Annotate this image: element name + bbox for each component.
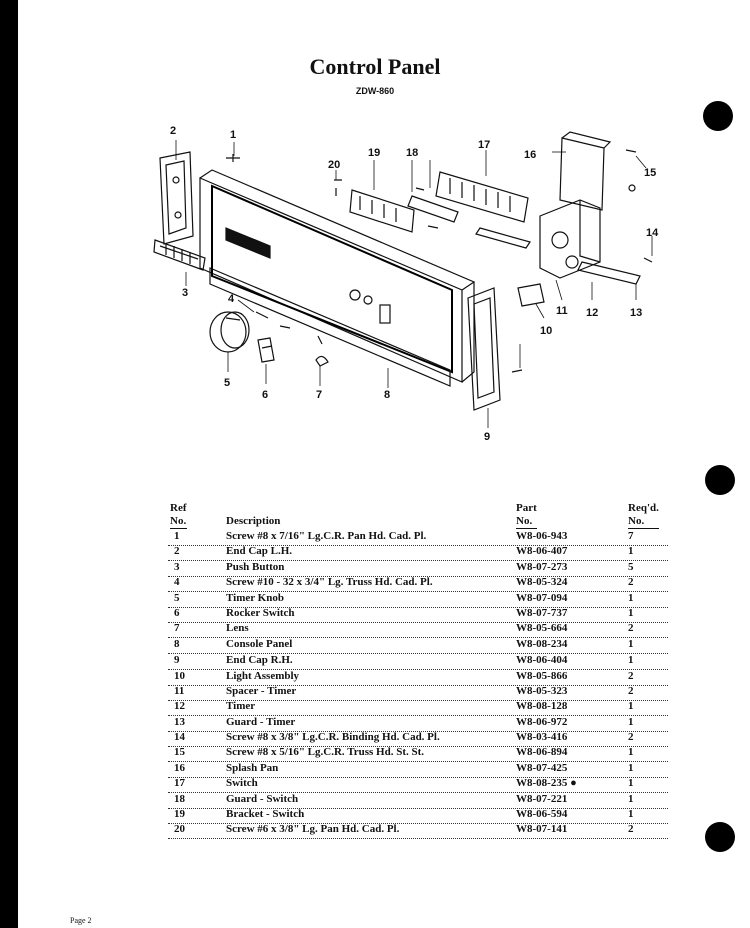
table-row: 13 Guard - Timer W8-06-972 1 (168, 716, 668, 732)
header-description: Description (226, 515, 281, 527)
punch-hole-bottom-icon (705, 822, 735, 852)
console-panel-drawing (200, 170, 474, 386)
table-row: 16 Splash Pan W8-07-425 1 (168, 762, 668, 778)
table-row: 15 Screw #8 x 5/16" Lg.C.R. Truss Hd. St. St. W8-06-894 1 (168, 746, 668, 762)
rocker-switch-drawing (258, 338, 274, 362)
table-row: 7 Lens W8-05-664 2 (168, 622, 668, 638)
timer-guard-drawing (578, 262, 640, 284)
table-row: 19 Bracket - Switch W8-06-594 1 (168, 808, 668, 824)
header-ref: Ref No. (170, 502, 187, 527)
callout-7: 7 (316, 389, 323, 401)
end-cap-lh-drawing (160, 152, 193, 244)
table-row: 18 Guard - Switch W8-07-221 1 (168, 793, 668, 809)
callout-9: 9 (484, 431, 491, 443)
table-row: 2 End Cap L.H. W8-06-407 1 (168, 545, 668, 561)
callout-11: 11 (556, 305, 568, 317)
header-part-no: Part No. (516, 502, 537, 527)
callout-1: 1 (230, 129, 237, 141)
table-row: 6 Rocker Switch W8-07-737 1 (168, 607, 668, 623)
punch-hole-middle-icon (705, 465, 735, 495)
table-row: 9 End Cap R.H. W8-06-404 1 (168, 654, 668, 670)
callout-8: 8 (384, 389, 391, 401)
callout-numbers (170, 125, 659, 443)
callout-19: 19 (368, 147, 381, 159)
table-row: 20 Screw #6 x 3/8" Lg. Pan Hd. Cad. Pl. W8-07-141 2 (168, 823, 668, 839)
light-assembly-drawing (518, 284, 544, 306)
callout-16: 16 (524, 149, 537, 161)
callout-18: 18 (406, 147, 419, 159)
table-row: 3 Push Button W8-07-273 5 (168, 561, 668, 577)
table-row: 17 Switch W8-08-235 ● 1 (168, 777, 668, 793)
callout-15: 15 (644, 167, 657, 179)
callout-4: 4 (228, 293, 235, 305)
table-row: 1 Screw #8 x 7/16" Lg.C.R. Pan Hd. Cad. Pl. W8-06-943 7 (168, 530, 668, 546)
callout-10: 10 (540, 325, 553, 337)
callout-5: 5 (224, 377, 231, 389)
table-row: 10 Light Assembly W8-05-866 2 (168, 670, 668, 686)
table-row: 14 Screw #8 x 3/8" Lg.C.R. Binding Hd. Cad. Pl. W8-03-416 2 (168, 731, 668, 747)
splash-pan-drawing (560, 132, 610, 210)
table-row: 12 Timer W8-08-128 1 (168, 700, 668, 716)
page-footer: Page 2 (70, 916, 92, 925)
table-row: 4 Screw #10 - 32 x 3/4" Lg. Truss Hd. Cad. Pl. W8-05-324 2 (168, 576, 668, 592)
callout-20: 20 (328, 159, 341, 171)
push-button-drawing (154, 240, 205, 270)
screws-drawing (226, 150, 652, 372)
callout-13: 13 (630, 307, 643, 319)
switch-bracket-drawing (350, 190, 414, 232)
callout-17: 17 (478, 139, 491, 151)
lens-drawing (316, 356, 328, 366)
header-reqd-no: Req'd. No. (628, 502, 659, 527)
table-row: 5 Timer Knob W8-07-094 1 (168, 592, 668, 608)
exploded-parts-diagram (0, 0, 750, 450)
timer-drawing (540, 200, 600, 278)
page-title: Control Panel (309, 54, 441, 79)
callout-3: 3 (182, 287, 189, 299)
callout-12: 12 (586, 307, 599, 319)
switch-drawing (436, 172, 530, 248)
callout-6: 6 (262, 389, 269, 401)
callout-2: 2 (170, 125, 177, 137)
end-cap-rh-drawing (468, 288, 500, 410)
callout-14: 14 (646, 227, 659, 239)
table-row: 8 Console Panel W8-08-234 1 (168, 638, 668, 654)
timer-knob-drawing (210, 312, 249, 352)
model-number: ZDW-860 (355, 86, 395, 96)
table-row: 11 Spacer - Timer W8-05-323 2 (168, 685, 668, 701)
